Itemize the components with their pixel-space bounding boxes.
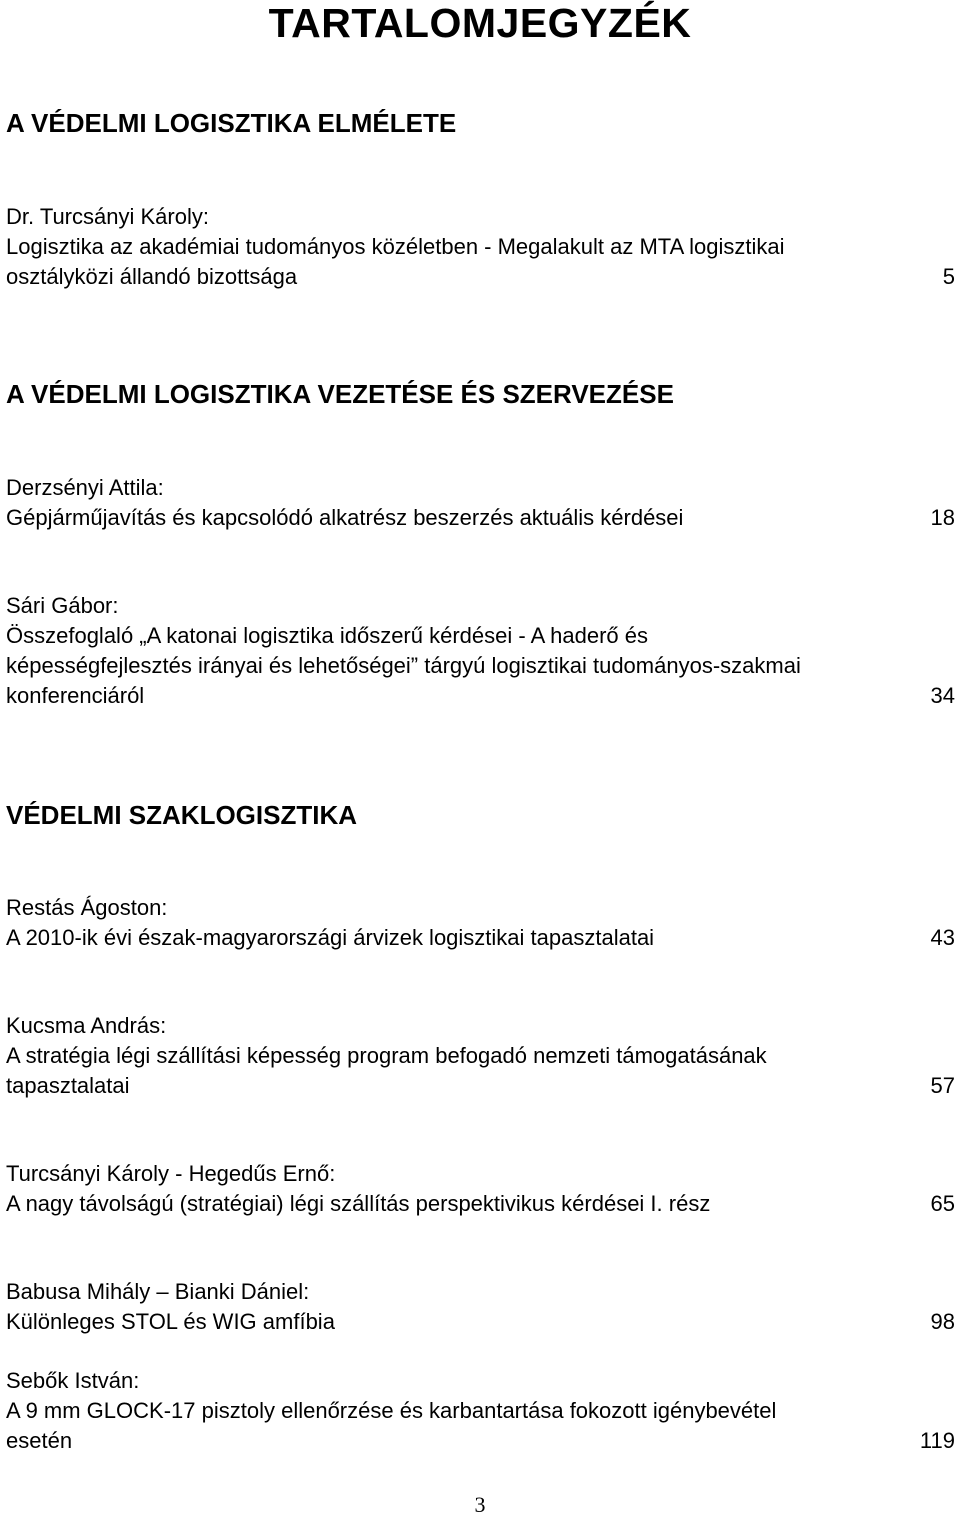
- entry-title-line: konferenciáról: [6, 683, 145, 708]
- entry-page-number: 34: [930, 683, 955, 708]
- entry-author: Kucsma András:: [6, 1013, 167, 1038]
- section-heading: A VÉDELMI LOGISZTIKA ELMÉLETE: [6, 108, 457, 138]
- entry-title-line: A stratégia légi szállítási képesség program befogadó nemzeti támogatásának: [6, 1043, 767, 1068]
- entry-title-line: Összefoglaló „A katonai logisztika időszerű kérdései - A haderő és: [6, 623, 649, 648]
- entry-page-number: 98: [930, 1309, 955, 1334]
- entry-title-line: A 9 mm GLOCK-17 pisztoly ellenőrzése és karbantartása fokozott igénybevétel: [6, 1398, 777, 1423]
- entry-author: Derzsényi Attila:: [6, 475, 164, 500]
- entry-title-line: A nagy távolságú (stratégiai) légi szállítás perspektivikus kérdései I. rész: [6, 1191, 711, 1216]
- entry-title-line: Gépjárműjavítás és kapcsolódó alkatrész beszerzés aktuális kérdései: [6, 505, 684, 530]
- page-number: 3: [474, 1492, 486, 1517]
- entry-author: Sebők István:: [6, 1368, 140, 1393]
- entry-author: Restás Ágoston:: [6, 895, 168, 920]
- entry-title-line: Logisztika az akadémiai tudományos közéletben - Megalakult az MTA logisztikai: [6, 234, 785, 259]
- entry-author: Turcsányi Károly - Hegedűs Ernő:: [6, 1161, 336, 1186]
- entry-author: Sári Gábor:: [6, 593, 119, 618]
- section-heading: VÉDELMI SZAKLOGISZTIKA: [6, 800, 357, 830]
- entry-page-number: 57: [930, 1073, 955, 1098]
- entry-title-line: Különleges STOL és WIG amfíbia: [6, 1309, 335, 1334]
- entry-title-line: tapasztalatai: [6, 1073, 130, 1098]
- entry-page-number: 18: [930, 505, 955, 530]
- entry-page-number: 65: [930, 1191, 955, 1216]
- entry-page-number: 43: [930, 925, 955, 950]
- entry-page-number: 119: [919, 1428, 955, 1453]
- document-title: TARTALOMJEGYZÉK: [268, 0, 692, 46]
- entry-title-line: képességfejlesztés irányai és lehetőségei” tárgyú logisztikai tudományos-szakmai: [6, 653, 801, 678]
- entry-title-line: esetén: [6, 1428, 73, 1453]
- entry-author: Dr. Turcsányi Károly:: [6, 204, 209, 229]
- entry-title-line: A 2010-ik évi észak-magyarországi árvizek logisztikai tapasztalatai: [6, 925, 655, 950]
- entry-page-number: 5: [942, 264, 955, 289]
- entry-author: Babusa Mihály – Bianki Dániel:: [6, 1279, 310, 1304]
- section-heading: A VÉDELMI LOGISZTIKA VEZETÉSE ÉS SZERVEZÉSE: [6, 379, 674, 409]
- entry-title-line: osztályközi állandó bizottsága: [6, 264, 298, 289]
